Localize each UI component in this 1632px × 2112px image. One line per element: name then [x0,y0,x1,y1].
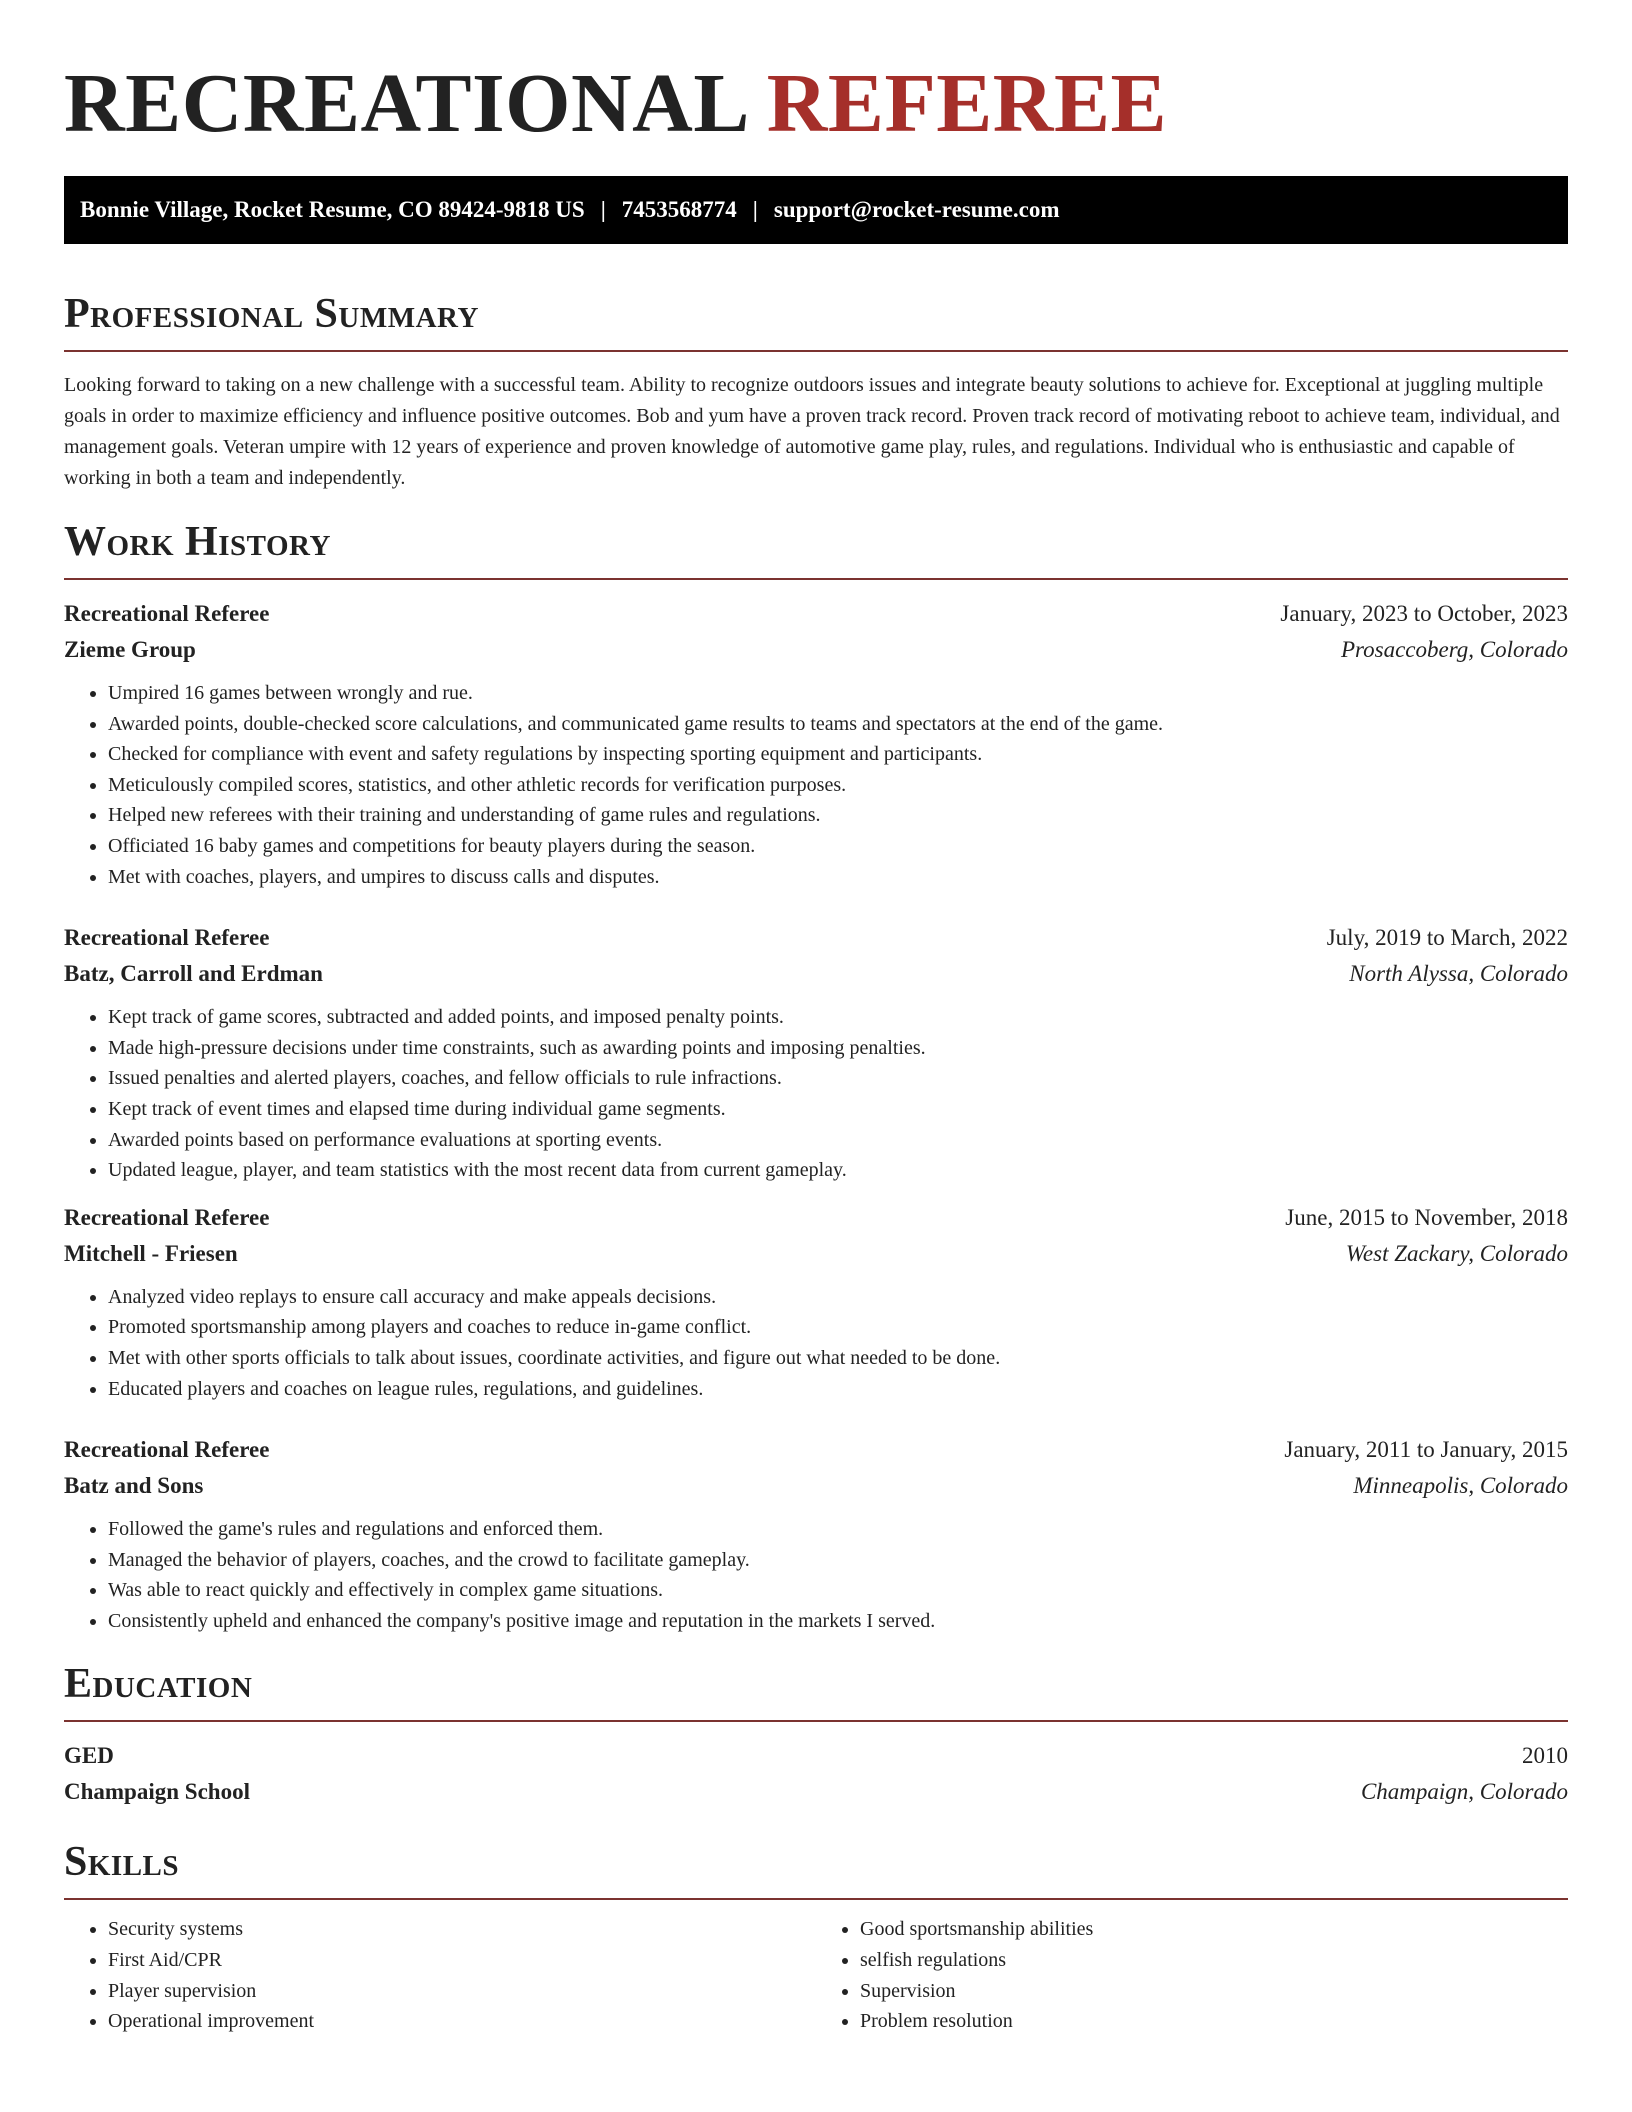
skill-item: • Problem resolution [860,2006,1568,2037]
job-bullet: • Educated players and coaches on league rules, regulations, and guidelines. [108,1374,1568,1405]
job-header-row [64,1200,1568,1236]
skill-item: • Supervision [860,1976,1568,2007]
job-bullets [64,1282,1568,1404]
education-year: 2010 [1522,1743,1568,1769]
job-bullet: • Kept track of game scores, subtracted and added points, and imposed penalty points. [108,1002,1568,1033]
job-bullet: • Promoted sportsmanship among players and coaches to reduce in-game conflict. [108,1312,1568,1343]
section-title-skills: Skills [64,1839,180,1886]
education-school-row [64,1774,1568,1810]
section-title-education: Education [64,1661,253,1708]
resume-name [64,0,1568,152]
skills-section [64,1836,1568,2036]
job-bullet: • Met with coaches, players, and umpires to discuss calls and disputes. [108,862,1568,893]
skill-item: • First Aid/CPR [108,1945,816,1976]
skill-item: • Good sportsmanship abilities [860,1914,1568,1945]
skill-item: • Operational improvement [108,2006,816,2037]
job-company-row [64,1468,1568,1504]
contact-address: Bonnie Village, Rocket Resume, CO 89424-9818 US [80,197,585,222]
job-company-row [64,1236,1568,1272]
job-bullets [64,1002,1568,1186]
job-header-row [64,596,1568,632]
job-company-row [64,632,1568,668]
job-role: Recreational Referee [64,925,270,951]
contact-separator: | [600,197,606,222]
education-section [64,1658,1568,1810]
summary-section [64,288,1568,494]
job-bullets [64,1514,1568,1636]
skill-item: • Security systems [108,1914,816,1945]
skills-list-right [816,1914,1568,2036]
skills-columns [64,1900,1568,2036]
job-company: Batz and Sons [64,1473,204,1499]
job-location: North Alyssa, Colorado [1349,961,1568,987]
job-bullet: • Issued penalties and alerted players, coaches, and fellow officials to rule infractions. [108,1063,1568,1094]
job-bullet: • Was able to react quickly and effectively in complex game situations. [108,1575,1568,1606]
section-divider [64,1720,1568,1722]
job-dates: June, 2015 to November, 2018 [1285,1204,1568,1230]
job-bullet: • Helped new referees with their training and understanding of game rules and regulations. [108,800,1568,831]
job-bullet: • Met with other sports officials to talk about issues, coordinate activities, and figure out what needed to be done. [108,1343,1568,1374]
job-role: Recreational Referee [64,1437,270,1463]
job-company: Batz, Carroll and Erdman [64,961,323,987]
job-location: Prosaccoberg, Colorado [1340,637,1568,662]
job-bullet: • Officiated 16 baby games and competitions for beauty players during the season. [108,831,1568,862]
job-dates: July, 2019 to March, 2022 [1326,925,1568,951]
section-divider [64,578,1568,580]
contact-bar [64,176,1568,244]
skills-list-left [64,1914,816,2036]
job-role: Recreational Referee [64,601,270,626]
section-divider [64,350,1568,352]
education-school: Champaign School [64,1779,250,1805]
job-role: Recreational Referee [64,1204,270,1230]
contact-email: support@rocket-resume.com [773,197,1060,222]
job-entry [64,920,1568,1186]
job-entry [64,1432,1568,1636]
education-degree: GED [64,1743,114,1769]
education-location: Champaign, Colorado [1360,1779,1568,1805]
job-location: Minneapolis, Colorado [1353,1473,1568,1499]
skill-item: • selfish regulations [860,1945,1568,1976]
section-title-work-history: Work History [64,519,331,565]
first-name: RECREATIONAL [64,57,746,150]
job-company: Zieme Group [64,637,196,662]
job-header-row [64,1432,1568,1468]
summary-text: Looking forward to taking on a new challenge with a successful team. Ability to recognize outdoors issues and integrate beauty solutions to achieve for. Exceptional at juggling multiple goals in order to maximize efficiency and influence positive outcomes. Bob and yum have a proven track record. Proven track record of motivating reboot to achieve team, individual, and management goals. Veteran umpire with 12 years of experience and proven knowledge of automotive game play, rules, and regulations. Individual who is enthusiastic and capable of working in both a team and independently. [64,374,1560,489]
contact-separator: | [752,197,758,222]
job-location: West Zackary, Colorado [1345,1240,1568,1266]
work-history-section [64,516,1568,1636]
job-bullet: • Awarded points based on performance evaluations at sporting events. [108,1125,1568,1156]
job-company: Mitchell - Friesen [64,1240,238,1266]
job-bullet: • Analyzed video replays to ensure call accuracy and make appeals decisions. [108,1282,1568,1313]
job-bullet: • Meticulously compiled scores, statistics, and other athletic records for verification purposes. [108,770,1568,801]
last-name: REFEREE [766,57,1167,150]
skill-item: • Player supervision [108,1976,816,2007]
job-entry [64,596,1568,892]
job-bullet: • Followed the game's rules and regulations and enforced them. [108,1514,1568,1545]
job-bullet: • Managed the behavior of players, coaches, and the crowd to facilitate gameplay. [108,1545,1568,1576]
job-bullet: • Checked for compliance with event and safety regulations by inspecting sporting equipment and participants. [108,739,1568,770]
job-entry [64,1200,1568,1404]
job-dates: January, 2023 to October, 2023 [1280,601,1568,626]
job-bullet: • Made high-pressure decisions under time constraints, such as awarding points and imposing penalties. [108,1033,1568,1064]
education-entry [64,1738,1568,1810]
job-bullet: • Awarded points, double-checked score calculations, and communicated game results to teams and spectators at the end of the game. [108,709,1568,740]
contact-phone: 7453568774 [621,197,737,222]
job-dates: January, 2011 to January, 2015 [1284,1437,1568,1463]
job-bullet: • Kept track of event times and elapsed time during individual game segments. [108,1094,1568,1125]
job-company-row [64,956,1568,992]
job-bullet: • Umpired 16 games between wrongly and rue. [108,678,1568,709]
education-degree-row [64,1738,1568,1774]
job-bullets [64,678,1568,892]
job-bullet: • Consistently upheld and enhanced the company's positive image and reputation in the markets I served. [108,1606,1568,1637]
job-header-row [64,920,1568,956]
section-title-summary: Professional Summary [64,291,479,337]
job-bullet: • Updated league, player, and team statistics with the most recent data from current gameplay. [108,1155,1568,1186]
